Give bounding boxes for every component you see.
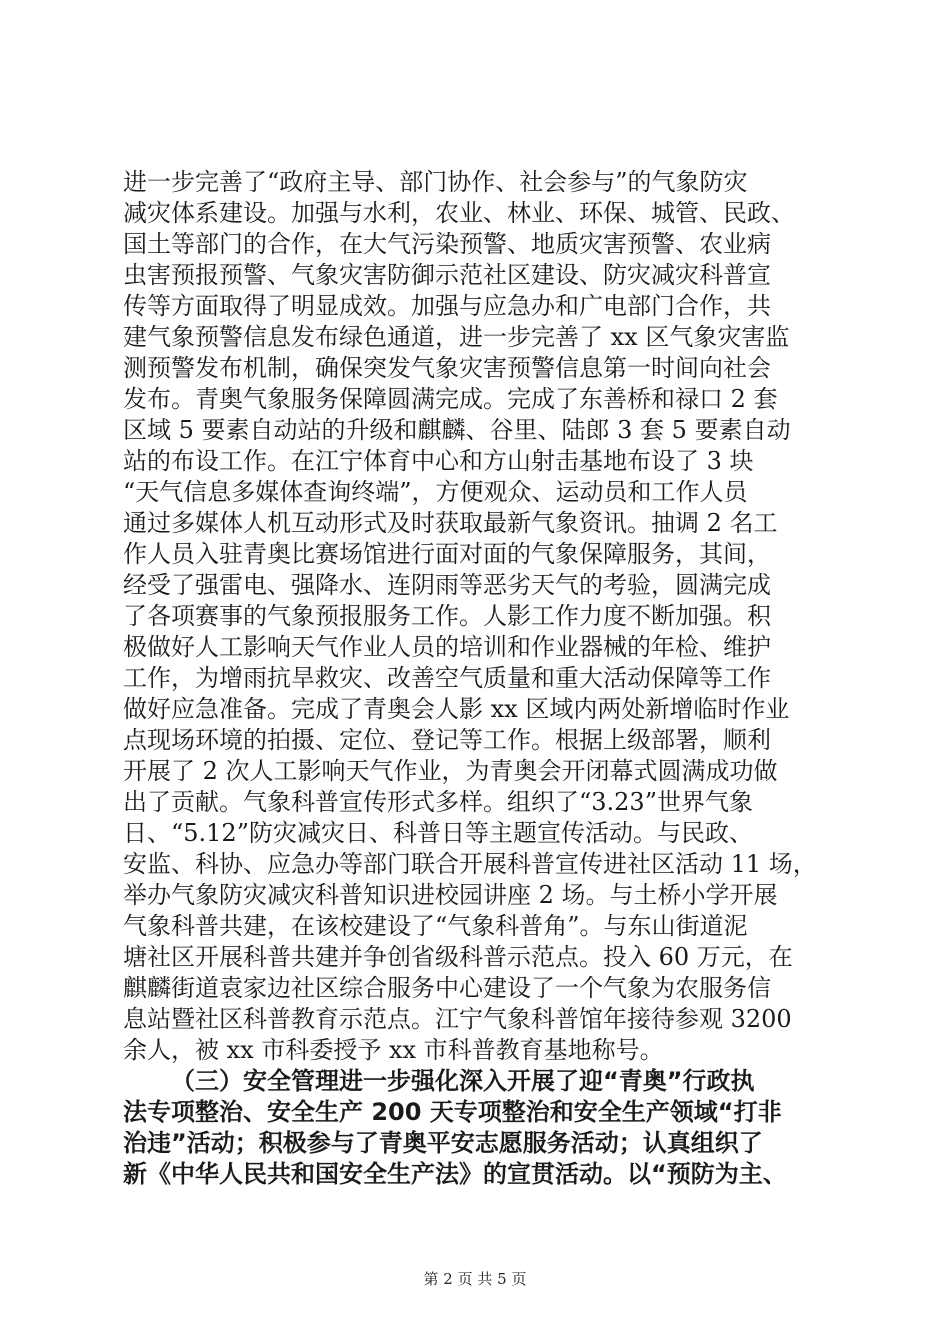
text-line: 塘社区开展科普共建并争创省级科普示范点。投入 60 万元，在 xyxy=(123,943,793,971)
text-line: 传等方面取得了明显成效。加强与应急办和广电部门合作，共 xyxy=(123,292,771,320)
page-footer: 第 2 页 共 5 页 xyxy=(423,1270,527,1288)
text-line: 法专项整治、安全生产 200 天专项整治和安全生产领域“打非 xyxy=(123,1098,782,1126)
section-heading-line: （三）安全管理进一步强化深入开展了迎“青奥”行政执 xyxy=(171,1067,755,1095)
text-line: 区域 5 要素自动站的升级和麒麟、谷里、陆郎 3 套 5 要素自动 xyxy=(123,416,791,444)
text-line: 新《中华人民共和国安全生产法》的宣贯活动。以“预防为主、 xyxy=(123,1160,787,1188)
text-line: 虫害预报预警、气象灾害防御示范社区建设、防灾减灾科普宣 xyxy=(123,261,771,289)
text-line: “天气信息多媒体查询终端”，方便观众、运动员和工作人员 xyxy=(123,478,748,506)
text-line: 建气象预警信息发布绿色通道，进一步完善了 xx 区气象灾害监 xyxy=(123,323,790,351)
text-line: 开展了 2 次人工影响天气作业，为青奥会开闭幕式圆满成功做 xyxy=(123,757,778,785)
paragraph-weather-services xyxy=(123,167,833,1066)
text-line: 减灾体系建设。加强与水利，农业、林业、环保、城管、民政、 xyxy=(123,199,795,227)
text-line: 极做好人工影响天气作业人员的培训和作业器械的年检、维护 xyxy=(123,633,771,661)
text-line: 余人，被 xx 市科委授予 xx 市科普教育基地称号。 xyxy=(123,1036,664,1064)
text-line: 经受了强雷电、强降水、连阴雨等恶劣天气的考验，圆满完成 xyxy=(123,571,771,599)
text-line: 安监、科协、应急办等部门联合开展科普宣传进社区活动 11 场， xyxy=(123,850,817,878)
document-body xyxy=(123,167,833,1190)
text-line: 测预警发布机制，确保突发气象灾害预警信息第一时间向社会 xyxy=(123,354,771,382)
text-line: 点现场环境的拍摄、定位、登记等工作。根据上级部署，顺利 xyxy=(123,726,771,754)
text-line: 做好应急准备。完成了青奥会人影 xx 区域内两处新增临时作业 xyxy=(123,695,790,723)
text-line: 治违”活动；积极参与了青奥平安志愿服务活动；认真组织了 xyxy=(123,1129,763,1157)
text-line: 国土等部门的合作，在大气污染预警、地质灾害预警、农业病 xyxy=(123,230,771,258)
text-line: 息站暨社区科普教育示范点。江宁气象科普馆年接待参观 3200 xyxy=(123,1005,792,1033)
text-line: 气象科普共建，在该校建设了“气象科普角”。与东山街道泥 xyxy=(123,912,748,940)
text-line: 工作，为增雨抗旱救灾、改善空气质量和重大活动保障等工作 xyxy=(123,664,771,692)
text-line: 举办气象防灾减灾科普知识进校园讲座 2 场。与土桥小学开展 xyxy=(123,881,778,909)
text-line: 了各项赛事的气象预报服务工作。人影工作力度不断加强。积 xyxy=(123,602,771,630)
text-line: 通过多媒体人机互动形式及时获取最新气象资讯。抽调 2 名工 xyxy=(123,509,778,537)
text-line: 作人员入驻青奥比赛场馆进行面对面的气象保障服务，其间， xyxy=(123,540,771,568)
text-line: 日、“5.12”防灾减灾日、科普日等主题宣传活动。与民政、 xyxy=(123,819,753,847)
text-line: 站的布设工作。在江宁体育中心和方山射击基地布设了 3 块 xyxy=(123,447,754,475)
text-line: 进一步完善了“政府主导、部门协作、社会参与”的气象防灾 xyxy=(123,168,748,196)
text-line: 麒麟街道袁家边社区综合服务中心建设了一个气象为农服务信 xyxy=(123,974,771,1002)
text-line: 出了贡献。气象科普宣传形式多样。组织了“3.23”世界气象 xyxy=(123,788,753,816)
paragraph-section-three xyxy=(123,1066,833,1190)
text-line: 发布。青奥气象服务保障圆满完成。完成了东善桥和禄口 2 套 xyxy=(123,385,778,413)
